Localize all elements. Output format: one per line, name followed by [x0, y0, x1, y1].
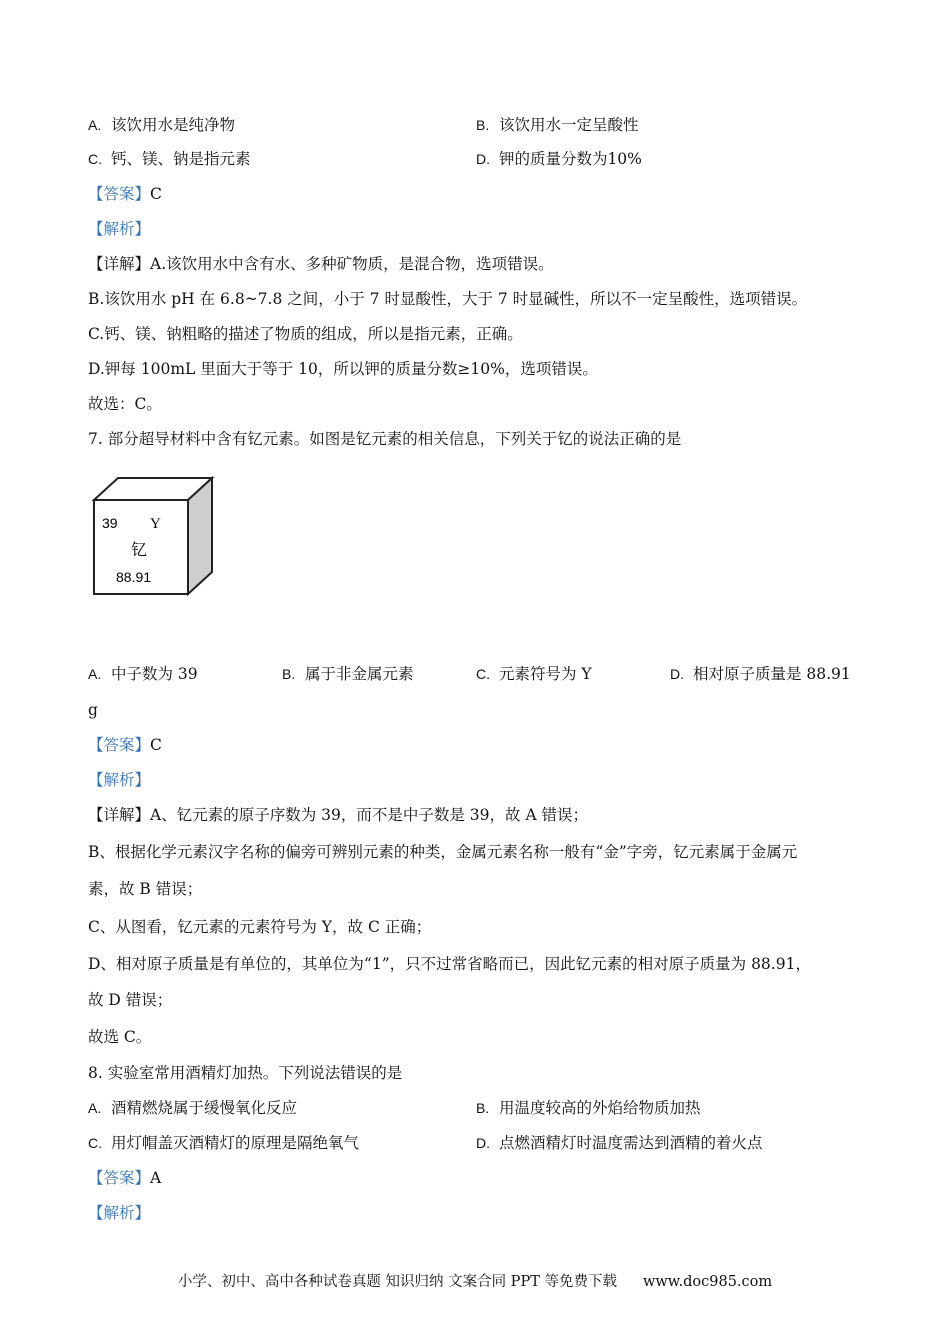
q7-option-c: C. 元素符号为 Y	[476, 665, 592, 683]
q7-stem: 7. 部分超导材料中含有钇元素。如图是钇元素的相关信息，下列关于钇的说法正确的是	[88, 430, 682, 448]
element-atomic-mass: 88.91	[116, 569, 152, 585]
footer-text: 小学、初中、高中各种试卷真题 知识归纳 文案合同 PPT 等免费下载	[177, 1274, 617, 1290]
q7-option-d-wrap: g	[88, 701, 98, 719]
q6-detail-line-2: B.该饮用水 pH 在 6.8~7.8 之间，小于 7 时显酸性，大于 7 时显碱性，所以不一定呈酸性，选项错误。	[88, 290, 808, 308]
q7-option-b: B. 属于非金属元素	[282, 665, 414, 683]
q7-detail-line-1: 【详解】A、钇元素的原子序数为 39，而不是中子数是 39，故 A 错误；	[88, 806, 589, 824]
q6-detail-line-1: 【详解】A.该饮用水中含有水、多种矿物质，是混合物，选项错误。	[88, 255, 554, 273]
q7-analysis-heading: 【解析】	[88, 771, 151, 789]
q8-option-b: B. 用温度较高的外焰给物质加热	[476, 1099, 701, 1117]
q7-detail-line-4: C、从图看，钇元素的元素符号为 Y，故 C 正确；	[88, 918, 432, 936]
q7-option-a: A. 中子数为 39	[88, 665, 198, 683]
q6-option-d: D. 钾的质量分数为10%	[476, 150, 642, 168]
q8-option-c: C. 用灯帽盖灭酒精灯的原理是隔绝氧气	[88, 1134, 359, 1152]
q7-conclusion: 故选 C。	[88, 1028, 152, 1046]
q6-option-a: A. 该饮用水是纯净物	[88, 116, 235, 134]
q7-detail-line-5: D、相对原子质量是有单位的，其单位为“1”，只不过常省略而已，因此钇元素的相对原子质量为 88.91，	[88, 955, 811, 973]
q6-detail-line-3: C.钙、镁、钠粗略的描述了物质的组成，所以是指元素，正确。	[88, 325, 523, 343]
footer-url-link[interactable]: www.doc985.com	[642, 1274, 773, 1290]
page-footer	[0, 1270, 950, 1291]
q6-option-c: C. 钙、镁、钠是指元素	[88, 150, 251, 168]
q7-detail-line-6: 故 D 错误；	[88, 991, 173, 1009]
q7-answer: 【答案】C	[88, 736, 162, 754]
q8-stem: 8. 实验室常用酒精灯加热。下列说法错误的是	[88, 1064, 403, 1082]
q6-analysis-heading: 【解析】	[88, 220, 151, 238]
q7-option-d: D. 相对原子质量是 88.91	[670, 665, 851, 683]
element-atomic-number: 39	[102, 515, 118, 531]
element-name: 钇	[131, 540, 148, 559]
element-symbol: Y	[150, 516, 161, 532]
q6-option-b: B. 该饮用水一定呈酸性	[476, 116, 639, 134]
q7-detail-line-3: 素，故 B 错误；	[88, 880, 203, 898]
q8-option-d: D. 点燃酒精灯时温度需达到酒精的着火点	[476, 1134, 763, 1152]
q8-answer: 【答案】A	[88, 1169, 162, 1187]
yttrium-element-cube-figure	[90, 476, 220, 598]
q7-detail-line-2: B、根据化学元素汉字名称的偏旁可辨别元素的种类，金属元素名称一般有“金”字旁，钇元素属于金属元	[88, 843, 798, 861]
q8-analysis-heading: 【解析】	[88, 1204, 151, 1222]
q6-answer: 【答案】C	[88, 185, 162, 203]
q6-detail-line-4: D.钾每 100mL 里面大于等于 10，所以钾的质量分数≥10%，选项错误。	[88, 360, 598, 378]
q8-option-a: A. 酒精燃烧属于缓慢氧化反应	[88, 1099, 297, 1117]
q6-conclusion: 故选：C。	[88, 395, 162, 413]
cube-side-face	[188, 478, 212, 594]
